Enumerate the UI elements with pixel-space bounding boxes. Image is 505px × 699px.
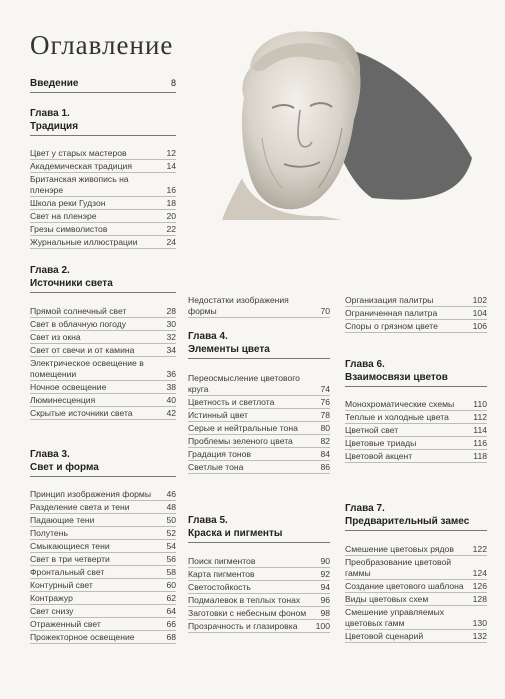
chapter-5-heading[interactable]: Глава 5. Краска и пигменты: [188, 514, 330, 543]
toc-entry[interactable]: [30, 553, 176, 566]
toc-entry-title: Цветовые триады: [345, 438, 417, 448]
chapter-7-heading[interactable]: Глава 7. Предварительный замес: [345, 502, 487, 531]
toc-entry-title: Падающие тени: [30, 515, 95, 525]
chapter-4-list: [188, 372, 330, 474]
toc-entry[interactable]: [30, 566, 176, 579]
toc-entry-page: 70: [320, 306, 330, 316]
toc-entry-title: Смешение управляемых цветовых гамм: [345, 607, 444, 628]
toc-entry-title: Отраженный свет: [30, 619, 101, 629]
toc-entry[interactable]: [345, 411, 487, 424]
toc-entry-page: 50: [166, 515, 176, 525]
chapter-4-heading[interactable]: Глава 4. Элементы цвета: [188, 330, 330, 359]
toc-entry[interactable]: [345, 543, 487, 556]
toc-entry[interactable]: [30, 236, 176, 249]
toc-entry-page: 116: [473, 438, 487, 448]
toc-entry-page: 36: [166, 369, 176, 379]
toc-entry[interactable]: [30, 605, 176, 618]
toc-entry-page: 24: [166, 237, 176, 247]
toc-entry-title: Карта пигментов: [188, 569, 255, 579]
toc-entry-page: 48: [166, 502, 176, 512]
toc-entry-title: Светлые тона: [188, 462, 244, 472]
toc-entry-page: 100: [315, 621, 330, 631]
toc-entry-title: Люминесценция: [30, 395, 96, 405]
toc-entry[interactable]: [188, 294, 330, 318]
toc-entry-page: 92: [320, 569, 330, 579]
chapter-2-list: [30, 305, 176, 420]
toc-entry[interactable]: [188, 581, 330, 594]
toc-entry-title: Свет из окна: [30, 332, 81, 342]
toc-entry-title: Серые и нейтральные тона: [188, 423, 298, 433]
toc-entry[interactable]: [345, 593, 487, 606]
toc-entry-title: Виды цветовых схем: [345, 594, 429, 604]
toc-entry-title: Прямой солнечный свет: [30, 306, 127, 316]
toc-entry-page: 132: [472, 631, 487, 641]
toc-entry-title: Цветовой сценарий: [345, 631, 424, 641]
toc-entry[interactable]: [345, 307, 487, 320]
toc-entry-title: Свет в облачную погоду: [30, 319, 126, 329]
toc-entry[interactable]: [345, 556, 487, 580]
toc-entry-title: Контражур: [30, 593, 73, 603]
toc-entry-title: Организация палитры: [345, 295, 434, 305]
toc-entry-page: 94: [320, 582, 330, 592]
chapter-2-heading[interactable]: Глава 2. Источники света: [30, 264, 176, 293]
toc-entry-title: Полутень: [30, 528, 68, 538]
toc-entry-title: Ограниченная палитра: [345, 308, 438, 318]
toc-entry-page: 130: [472, 618, 487, 628]
toc-entry-title: Заготовки с небесным фоном: [188, 608, 307, 618]
toc-entry-page: 126: [472, 581, 487, 591]
toc-entry-title: Смыкающиеся тени: [30, 541, 110, 551]
toc-entry-title: Прозрачность и глазировка: [188, 621, 298, 631]
toc-entry-page: 84: [320, 449, 330, 459]
toc-entry-title: Монохроматические схемы: [345, 399, 455, 409]
toc-entry-title: Цветовой акцент: [345, 451, 413, 461]
toc-entry-page: 40: [166, 395, 176, 405]
toc-entry-page: 60: [166, 580, 176, 590]
toc-entry-page: 124: [472, 568, 487, 578]
toc-entry[interactable]: [188, 372, 330, 396]
toc-entry-title: Свет снизу: [30, 606, 74, 616]
toc-entry[interactable]: [30, 173, 176, 197]
toc-entry-page: 82: [320, 436, 330, 446]
toc-entry-title: Светостойкость: [188, 582, 251, 592]
chapter-6-list: [345, 398, 487, 463]
toc-entry-page: 58: [166, 567, 176, 577]
toc-entry-intro[interactable]: Введение 8: [30, 77, 176, 93]
toc-entry[interactable]: [345, 294, 487, 307]
chapter-1-heading[interactable]: Глава 1. Традиция: [30, 107, 176, 136]
toc-entry-title: Недостатки изображения формы: [188, 295, 289, 316]
toc-entry[interactable]: [30, 592, 176, 605]
toc-entry[interactable]: [30, 210, 176, 223]
toc-entry-page: 122: [472, 544, 487, 554]
toc-entry[interactable]: [30, 514, 176, 527]
toc-entry-page: 14: [166, 161, 176, 171]
toc-entry[interactable]: [30, 197, 176, 210]
toc-entry-title: Смешение цветовых рядов: [345, 544, 454, 554]
toc-entry-title: Журнальные иллюстрации: [30, 237, 138, 247]
toc-entry-page: 12: [166, 148, 176, 158]
toc-entry[interactable]: [30, 318, 176, 331]
toc-entry-title: Теплые и холодные цвета: [345, 412, 449, 422]
toc-entry[interactable]: [345, 450, 487, 463]
toc-entry[interactable]: [30, 407, 176, 420]
toc-entry[interactable]: [188, 435, 330, 448]
toc-entry-page: 42: [166, 408, 176, 418]
toc-entry-page: 86: [320, 462, 330, 472]
toc-entry-title: Школа реки Гудзон: [30, 198, 106, 208]
toc-entry[interactable]: [30, 618, 176, 631]
toc-column-1: [30, 77, 176, 93]
toc-entry-page: 18: [166, 198, 176, 208]
toc-entry[interactable]: [345, 580, 487, 593]
toc-entry-title: Поиск пигментов: [188, 556, 256, 566]
toc-entry-page: 96: [320, 595, 330, 605]
toc-entry-page: 76: [320, 397, 330, 407]
toc-entry[interactable]: [30, 501, 176, 514]
toc-entry-page: 104: [472, 308, 487, 318]
toc-entry[interactable]: [30, 344, 176, 357]
toc-entry-title: Цветность и светлота: [188, 397, 275, 407]
toc-entry-page: 30: [166, 319, 176, 329]
toc-entry-page: 56: [166, 554, 176, 564]
chapter-7-list: [345, 543, 487, 643]
toc-entry-title: Прожекторное освещение: [30, 632, 135, 642]
toc-entry-page: 68: [166, 632, 176, 642]
toc-entry[interactable]: [188, 568, 330, 581]
chapter-1-list: [30, 147, 176, 249]
toc-entry[interactable]: [30, 579, 176, 592]
toc-entry[interactable]: [188, 461, 330, 474]
toc-entry-page: 32: [166, 332, 176, 342]
toc-entry[interactable]: [30, 394, 176, 407]
toc-entry[interactable]: [30, 631, 176, 644]
toc-entry[interactable]: [30, 488, 176, 501]
chapter-3-heading[interactable]: Глава 3. Свет и форма: [30, 448, 176, 477]
toc-entry-title: Истинный цвет: [188, 410, 248, 420]
toc-entry[interactable]: [30, 223, 176, 236]
toc-entry-title: Цветной свет: [345, 425, 399, 435]
toc-entry-page: 46: [166, 489, 176, 499]
toc-entry-title: Скрытые источники света: [30, 408, 133, 418]
toc-entry[interactable]: [30, 305, 176, 318]
toc-entry-title: Свет от свечи и от камина: [30, 345, 135, 355]
toc-entry-title: Контурный свет: [30, 580, 93, 590]
toc-entry-page: 106: [472, 321, 487, 331]
toc-entry-page: 80: [320, 423, 330, 433]
toc-entry-page: 16: [166, 185, 176, 195]
toc-entry-title: Градация тонов: [188, 449, 251, 459]
toc-entry[interactable]: [188, 396, 330, 409]
toc-entry-title: Британская живопись на пленэре: [30, 174, 129, 195]
toc-entry[interactable]: [188, 555, 330, 568]
toc-entry[interactable]: [188, 409, 330, 422]
column-3-continued-list: [345, 294, 487, 333]
toc-entry-page: 28: [166, 306, 176, 316]
chapter-6-heading[interactable]: Глава 6. Взаимосвязи цветов: [345, 358, 487, 387]
toc-entry-page: 114: [473, 425, 487, 435]
toc-entry-page: 38: [166, 382, 176, 392]
page-title: Оглавление: [30, 30, 174, 60]
toc-entry-title: Принцип изображения формы: [30, 489, 152, 499]
toc-entry-title: Свет на пленэре: [30, 211, 97, 221]
toc-entry-page: 66: [166, 619, 176, 629]
toc-entry-page: 20: [166, 211, 176, 221]
toc-entry-page: 34: [166, 345, 176, 355]
column-2-continued-list: [188, 294, 330, 318]
toc-entry-page: 52: [166, 528, 176, 538]
toc-entry-title: Фронтальный свет: [30, 567, 105, 577]
toc-entry[interactable]: [345, 606, 487, 630]
toc-entry[interactable]: [30, 331, 176, 344]
toc-entry-page: 98: [320, 608, 330, 618]
chapter-3-list: [30, 488, 176, 644]
toc-entry-page: 128: [472, 594, 487, 604]
lincoln-bust-image: [222, 28, 474, 220]
toc-entry-page: 102: [472, 295, 487, 305]
toc-entry-title: Ночное освещение: [30, 382, 107, 392]
toc-entry-page: 64: [166, 606, 176, 616]
toc-entry-title: Подмалевок в теплых тонах: [188, 595, 301, 605]
toc-entry-page: 62: [166, 593, 176, 603]
toc-entry-page: 112: [473, 412, 487, 422]
toc-entry-page: 22: [166, 224, 176, 234]
toc-entry[interactable]: [345, 320, 487, 333]
toc-entry-page: 118: [473, 451, 487, 461]
toc-entry-title: Цвет у старых мастеров: [30, 148, 127, 158]
toc-entry-page: 54: [166, 541, 176, 551]
toc-entry-title: Споры о грязном цвете: [345, 321, 438, 331]
toc-entry[interactable]: [30, 540, 176, 553]
toc-entry-title: Электрическое освещение в помещении: [30, 358, 144, 379]
toc-entry[interactable]: [30, 147, 176, 160]
toc-entry-page: 90: [320, 556, 330, 566]
toc-entry[interactable]: [345, 437, 487, 450]
toc-entry[interactable]: [188, 422, 330, 435]
toc-entry-title: Преобразование цветовой гаммы: [345, 557, 452, 578]
toc-entry[interactable]: [30, 381, 176, 394]
toc-entry-title: Академическая традиция: [30, 161, 132, 171]
toc-entry[interactable]: [345, 630, 487, 643]
chapter-5-list: [188, 555, 330, 633]
toc-entry[interactable]: [30, 357, 176, 381]
toc-entry-title: Проблемы зеленого цвета: [188, 436, 293, 446]
toc-entry-title: Свет в три четверти: [30, 554, 110, 564]
toc-entry-page: 78: [320, 410, 330, 420]
toc-entry-title: Переосмысление цветового круга: [188, 373, 300, 394]
toc-entry[interactable]: [30, 527, 176, 540]
toc-entry[interactable]: [188, 620, 330, 633]
toc-entry[interactable]: [30, 160, 176, 173]
toc-entry[interactable]: [188, 607, 330, 620]
toc-entry-page: 74: [320, 384, 330, 394]
toc-entry[interactable]: [188, 594, 330, 607]
toc-entry-page: 110: [473, 399, 487, 409]
toc-entry-title: Создание цветового шаблона: [345, 581, 464, 591]
toc-entry[interactable]: [345, 424, 487, 437]
toc-entry-title: Разделение света и тени: [30, 502, 130, 512]
toc-entry[interactable]: [345, 398, 487, 411]
toc-entry[interactable]: [188, 448, 330, 461]
toc-entry-title: Грезы символистов: [30, 224, 108, 234]
